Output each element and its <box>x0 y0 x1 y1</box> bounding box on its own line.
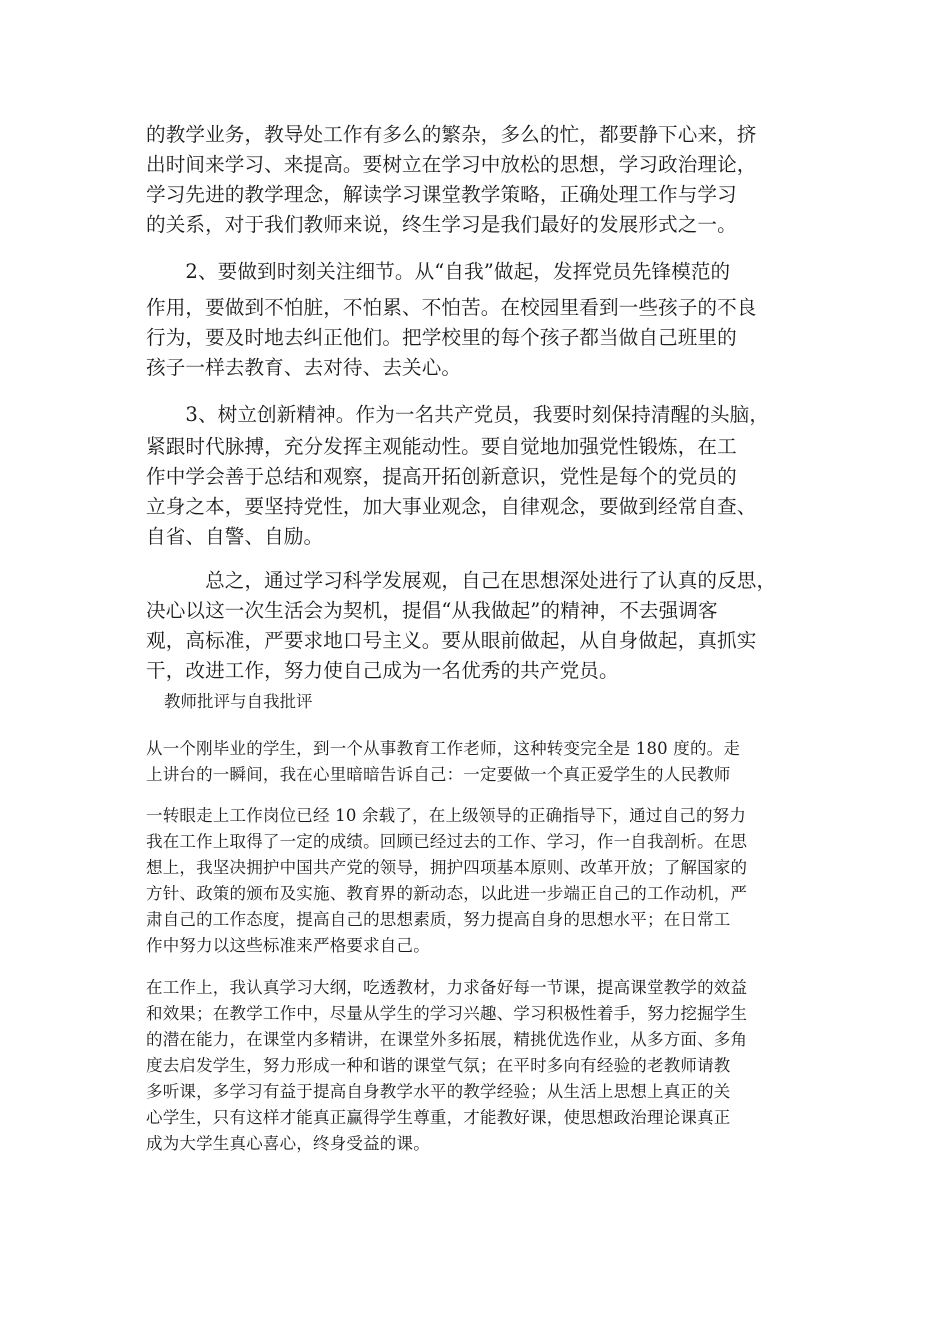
text-line: 的教学业务，教导处工作有多么的繁杂，多么的忙，都要静下心来，挤 <box>146 123 757 146</box>
text-line: 作中努力以这些标准来严格要求自己。 <box>146 936 430 955</box>
text-line: 度去启发学生，努力形成一种和谐的课堂气氛；在平时多向有经验的老教师请教 <box>146 1056 731 1075</box>
text-line: 决心以这一次生活会为契机，提倡“从我做起”的精神，不去强调客 <box>146 599 718 622</box>
text-line: 和效果；在教学工作中，尽量从学生的学习兴趣、学习积极性着手，努力挖掘学生 <box>146 1004 748 1023</box>
text-line: 立身之本，要坚持党性，加大事业观念，自律观念，要做到经常自查、 <box>146 495 757 518</box>
text-line: 的关系，对于我们教师来说，终生学习是我们最好的发展形式之一。 <box>146 213 737 236</box>
text-line: 我在工作上取得了一定的成绩。回顾已经过去的工作、学习，作一自我剖析。在思 <box>146 832 748 851</box>
text-line: 心学生，只有这样才能真正赢得学生尊重，才能教好课，使思想政治理论课真正 <box>146 1108 731 1127</box>
text-line: 总之，通过学习科学发展观，自己在思想深处进行了认真的反思， <box>146 569 777 592</box>
text-line: 在工作上，我认真学习大纲，吃透教材，力求备好每一节课，提高课堂教学的效益 <box>146 978 748 997</box>
text-line: 2、要做到时刻关注细节。从“自我”做起，发挥党员先锋模范的 <box>146 260 731 283</box>
text-line: 成为大学生真心喜心，终身受益的课。 <box>146 1134 430 1153</box>
text-line: 上讲台的一瞬间，我在心里暗暗告诉自己：一定要做一个真正爱学生的人民教师 <box>146 765 731 784</box>
paragraph-study <box>146 120 812 240</box>
section-title: 教师批评与自我批评 <box>164 692 313 711</box>
text-line: 学习先进的教学理念，解读学习课堂教学策略，正确处理工作与学习 <box>146 183 737 206</box>
text-line: 紧跟时代脉搏，充分发挥主观能动性。要自觉地加强党性锻炼，在工 <box>146 435 737 458</box>
text-line: 作用，要做到不怕脏，不怕累、不怕苦。在校园里看到一些孩子的不良 <box>146 296 757 319</box>
paragraph-thoughts <box>146 803 812 959</box>
text-line: 一转眼走上工作岗位已经 10 余载了，在上级领导的正确指导下，通过自己的努力 <box>146 806 747 825</box>
text-line: 自省、自警、自励。 <box>146 525 324 548</box>
text-line: 孩子一样去教育、去对待、去关心。 <box>146 356 462 379</box>
text-line: 方针、政策的颁布及实施、教育界的新动态，以此进一步端正自己的工作动机，严 <box>146 884 748 903</box>
text-line: 的潜在能力，在课堂内多精讲，在课堂外多拓展，精挑优选作业，从多方面、多角 <box>146 1030 748 1049</box>
text-line: 多听课，多学习有益于提高自身教学水平的教学经验；从生活上思想上真正的关 <box>146 1082 731 1101</box>
text-line: 3、树立创新精神。作为一名共产党员，我要时刻保持清醒的头脑， <box>146 403 770 426</box>
text-line: 想上，我坚决拥护中国共产党的领导，拥护四项基本原则、改革开放；了解国家的 <box>146 858 748 877</box>
text-line: 作中学会善于总结和观察，提高开拓创新意识，党性是每个的党员的 <box>146 465 737 488</box>
paragraph-innovation <box>146 400 812 552</box>
paragraph-work <box>146 975 812 1157</box>
text-line: 出时间来学习、来提高。要树立在学习中放松的思想，学习政治理论， <box>146 153 757 176</box>
paragraph-details <box>146 257 812 383</box>
text-line: 肃自己的工作态度，提高自己的思想素质，努力提高自身的思想水平；在日常工 <box>146 910 731 929</box>
paragraph-intro <box>146 736 812 788</box>
text-line: 从一个刚毕业的学生，到一个从事教育工作老师，这种转变完全是 180 度的。走 <box>146 739 741 758</box>
text-line: 观，高标准，严要求地口号主义。要从眼前做起，从自身做起，真抓实 <box>146 629 757 652</box>
text-line: 行为，要及时地去纠正他们。把学校里的每个孩子都当做自己班里的 <box>146 326 737 349</box>
text-line: 干，改进工作，努力使自己成为一名优秀的共产党员。 <box>146 659 619 682</box>
paragraph-summary <box>146 566 812 686</box>
